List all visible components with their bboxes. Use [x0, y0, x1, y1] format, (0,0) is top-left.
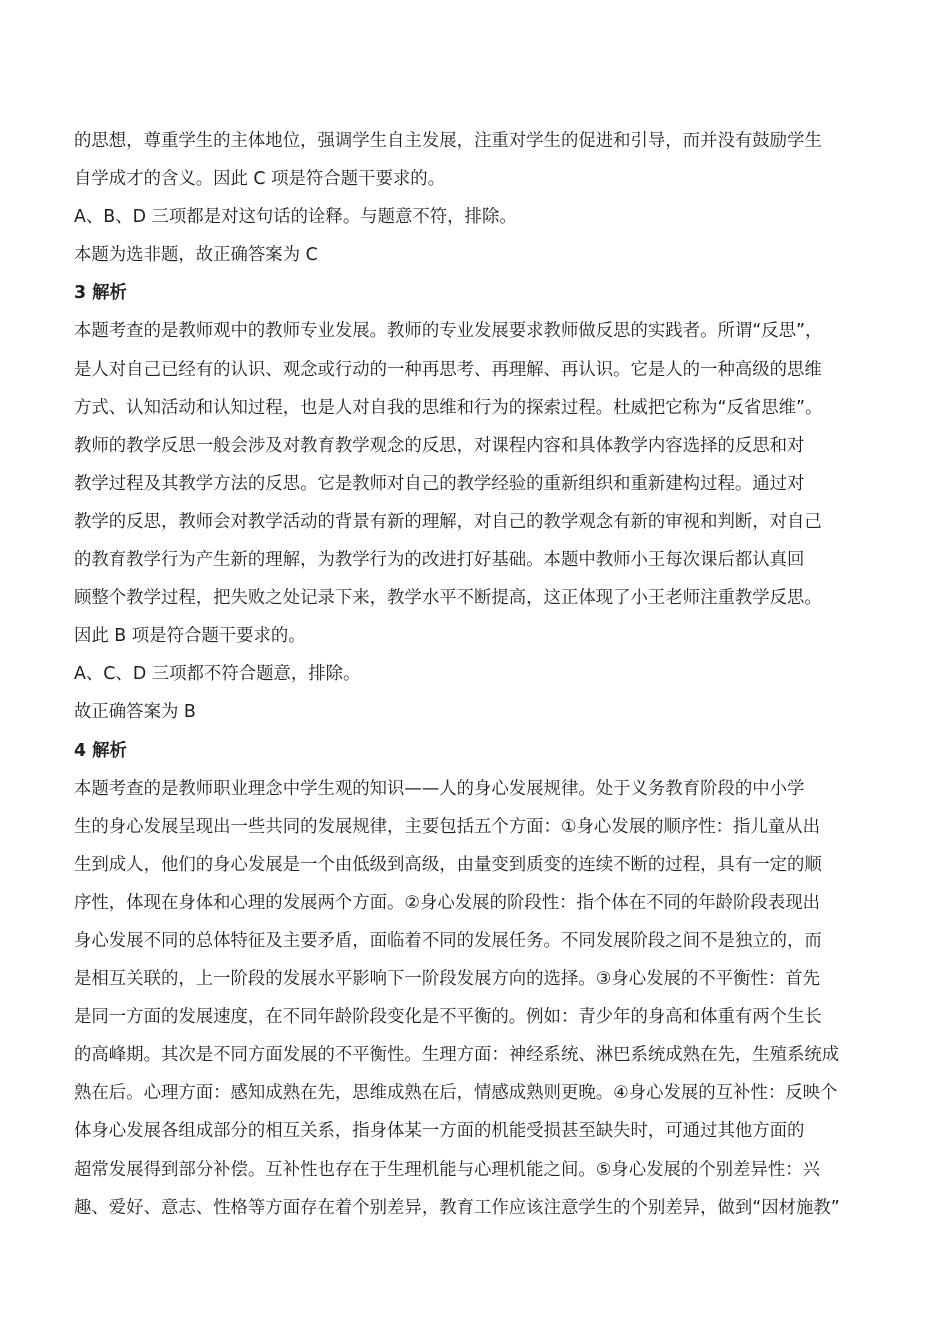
text-line: A、C、D 三项都不符合题意，排除。 [74, 664, 361, 685]
text-line: 熟在后。心理方面：感知成熟在先，思维成熟在后，情感成熟则更晚。④身心发展的互补性：反映个 [74, 1083, 838, 1104]
text-line: 是相互关联的，上一阶段的发展水平影响下一阶段发展方向的选择。③身心发展的不平衡性：首先 [74, 969, 821, 990]
text-line: 趣、爱好、意志、性格等方面存在着个别差异，教育工作应该注意学生的个别差异，做到“因材施教” [74, 1197, 840, 1218]
text-line: 体身心发展各组成部分的相互关系，指身体某一方面的机能受损甚至缺失时，可通过其他方面的 [74, 1121, 805, 1142]
text-line: 教师的教学反思一般会涉及对教育教学观念的反思，对课程内容和具体教学内容选择的反思和对 [74, 435, 805, 456]
text-line: 超常发展得到部分补偿。互补性也存在于生理机能与心理机能之间。⑤身心发展的个别差异性：兴 [74, 1159, 821, 1180]
text-line: 因此 B 项是符合题干要求的。 [74, 626, 306, 647]
text-line: A、B、D 三项都是对这句话的诠释。与题意不符，排除。 [74, 207, 517, 228]
text-line: 故正确答案为 B [74, 702, 196, 723]
text-line: 本题考查的是教师观中的教师专业发展。教师的专业发展要求教师做反思的实践者。所谓“反思”， [74, 321, 823, 342]
text-line: 的高峰期。其次是不同方面发展的不平衡性。生理方面：神经系统、淋巴系统成熟在先，生殖系统成 [74, 1045, 840, 1066]
text-line: 生的身心发展呈现出一些共同的发展规律，主要包括五个方面：①身心发展的顺序性：指儿童从出 [74, 816, 821, 837]
section-heading-4: 4 解析 [74, 740, 127, 761]
text-line: 是人对自己已经有的认识、观念或行动的一种再思考、再理解、再认识。它是人的一种高级的思维 [74, 359, 822, 380]
section-heading-3: 3 解析 [74, 283, 127, 304]
text-line: 方式、认知活动和认知过程，也是人对自我的思维和行为的探索过程。杜威把它称为“反省思维”。 [74, 397, 823, 418]
text-line: 教学过程及其教学方法的反思。它是教师对自己的教学经验的重新组织和重新建构过程。通过对 [74, 473, 805, 494]
text-line: 序性，体现在身体和心理的发展两个方面。②身心发展的阶段性：指个体在不同的年龄阶段表现出 [74, 892, 821, 913]
document-body [74, 122, 880, 1227]
text-line: 本题考查的是教师职业理念中学生观的知识——人的身心发展规律。处于义务教育阶段的中小学 [74, 778, 805, 799]
text-line: 自学成才的含义。因此 C 项是符合题干要求的。 [74, 169, 446, 190]
text-line: 身心发展不同的总体特征及主要矛盾，面临着不同的发展任务。不同发展阶段之间不是独立的，而 [74, 930, 822, 951]
text-line: 教学的反思，教师会对教学活动的背景有新的理解，对自己的教学观念有新的审视和判断，对自己 [74, 511, 822, 532]
text-line: 的教育教学行为产生新的理解，为教学行为的改进打好基础。本题中教师小王每次课后都认真回 [74, 550, 805, 571]
text-line: 顾整个教学过程，把失败之处记录下来，教学水平不断提高，这正体现了小王老师注重教学反思。 [74, 588, 822, 609]
text-line: 生到成人，他们的身心发展是一个由低级到高级，由量变到质变的连续不断的过程，具有一定的顺 [74, 854, 822, 875]
text-line: 的思想，尊重学生的主体地位，强调学生自主发展，注重对学生的促进和引导，而并没有鼓励学生 [74, 131, 822, 151]
text-line: 是同一方面的发展速度，在不同年龄阶段变化是不平衡的。例如：青少年的身高和体重有两个生长 [74, 1007, 822, 1028]
text-line: 本题为选非题，故正确答案为 C [74, 245, 318, 266]
